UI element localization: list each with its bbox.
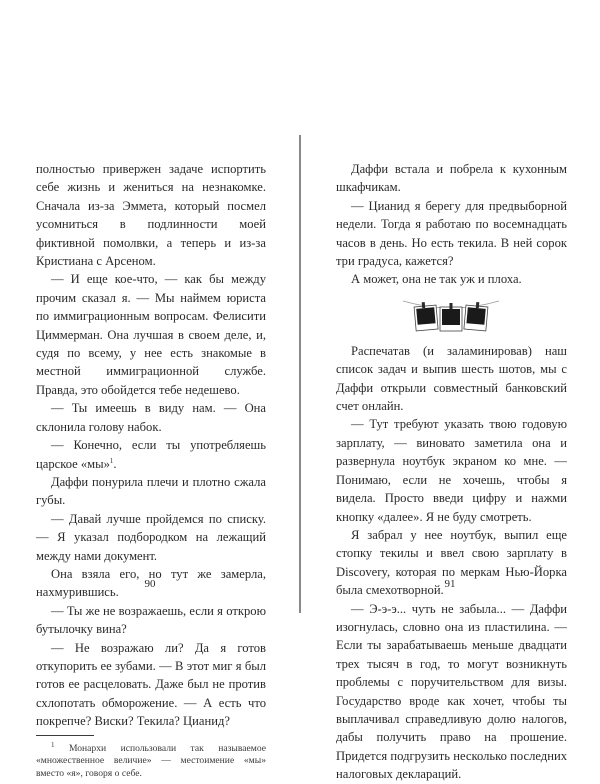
- paragraph: — Цианид я берегу для предвыборной недели. Тогда я работаю по восемнадцать часов в день. Но есть текила. В ней сорок три градуса, кажется?: [336, 198, 567, 269]
- footnote-number: 1: [51, 740, 55, 749]
- paragraph: Распечатав (и заламинировав) наш список задач и выпив шесть шотов, мы с Даффи открыли совместный банковский счет онлайн.: [336, 343, 567, 414]
- page-number-right: 91: [444, 578, 456, 590]
- paragraph-with-footnote: [36, 436, 266, 473]
- section-break-ornament: [336, 295, 567, 333]
- footnote-reference[interactable]: 1: [109, 456, 114, 465]
- book-gutter-line: [299, 135, 301, 613]
- paragraph: — Тут требуют указать твою годовую зарплату, — виновато заметила она и развернула ноутбук экраном ко мне. — Понимаю, если не хочешь, чтобы я видела. Просто введи цифру и нажми кнопку «далее». Я не буду смотреть.: [336, 417, 567, 524]
- footnote-divider: [36, 735, 94, 736]
- paragraph: А может, она не так уж и плоха.: [351, 272, 522, 287]
- paragraph: Я забрал у нее ноутбук, выпил еще стопку текилы и ввел свою зарплату в Discovery, которая по меркам Нью-Йорка была смехотворной.: [336, 527, 567, 598]
- paragraph: Она взяла его, но тут же замерла, нахмурившись.: [36, 566, 266, 600]
- right-page: [336, 160, 567, 784]
- left-page: [36, 160, 266, 780]
- page-number-left: 90: [144, 578, 156, 590]
- paragraph: — И еще кое-что, — как бы между прочим сказал я. — Мы наймем юриста по иммиграционным вопросам. Фелисити Циммерман. Она лучшая в своем деле, и, судя по всему, у нее есть знакомые в местной иммиграционной службе. Правда, это обойдется тебе недешево.: [36, 272, 266, 397]
- hanging-polaroids-icon: [401, 295, 501, 333]
- footnote-text: Монархи использовали так называемое «множественное величие» — местоимение «мы» вместо «я», говоря о себе.: [36, 742, 267, 779]
- paragraph: — Ты же не возражаешь, если я открою бутылочку вина?: [36, 603, 266, 637]
- paragraph: — Давай лучше пройдемся по списку. — Я указал подбородком на лежащий между нами документ.: [36, 511, 266, 563]
- paragraph: Даффи понурила плечи и плотно сжала губы.: [36, 474, 266, 508]
- right-page-body-continued: [336, 342, 567, 784]
- paragraph: полностью привержен задаче испортить себе жизнь и жениться на незнакомке. Сначала из-за Эммета, который посмел усомниться в подлинности моей фиктивной помолвки, а теперь и из-за Кристиана с Арсеном.: [36, 162, 266, 269]
- left-page-body: [36, 160, 266, 731]
- footnote: [36, 740, 267, 781]
- paragraph: — Не возражаю ли? Да я готов откупорить ее зубами. — В этот миг я был готов ее расцеловать. Даже был не против схлопотать обморожение. — А есть что покрепче? Виски? Текила? Цианид?: [36, 640, 266, 729]
- paragraph: Даффи встала и побрела к кухонным шкафчикам.: [336, 162, 567, 195]
- right-page-body: [336, 160, 567, 289]
- paragraph: — Ты имеешь в виду нам. — Она склонила голову набок.: [36, 401, 266, 434]
- paragraph-text-tail: .: [113, 456, 117, 471]
- paragraph: — Э-э-э... чуть не забыла... — Даффи изогнулась, словно она из пластилина. — Если ты зарабатываешь меньше двадцати трех тысяч в год, то могут возникнуть проблемы с поручительством для визы. Государство вроде как хочет, чтобы ты выплачивал справедливую долю налогов, дабы получить право на прошение. Придется подгрузить несколько последних налоговых деклараций.: [336, 601, 567, 782]
- paragraph-text: — Конечно, если ты употребляешь царское «мы»: [36, 438, 266, 471]
